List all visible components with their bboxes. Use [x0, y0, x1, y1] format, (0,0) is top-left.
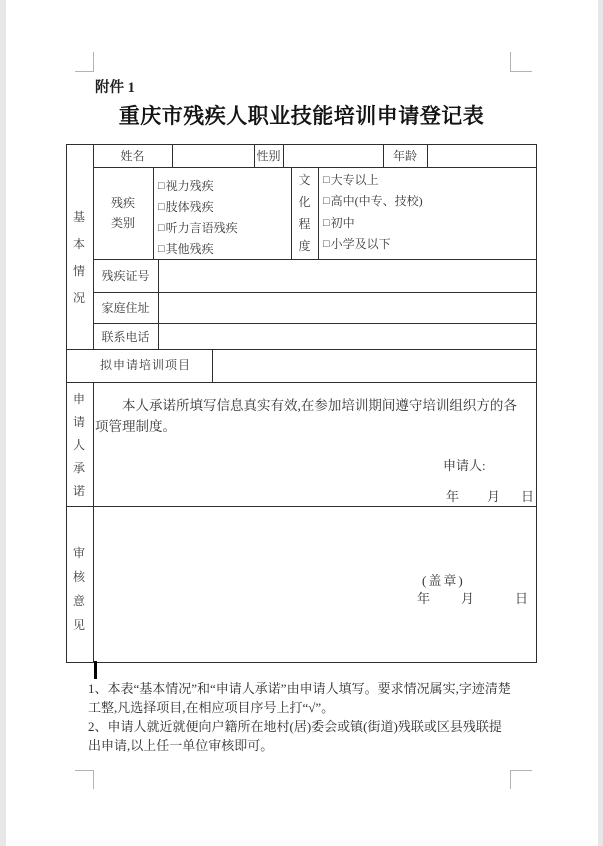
margin-mark-bottom-left — [75, 770, 94, 789]
option-label: 听力言语残疾 — [165, 221, 238, 235]
disability-category-label-text: 残疾类别 — [110, 196, 135, 230]
applicant-signature-label: 申请人: — [443, 458, 486, 473]
section-label-review-opinion: 审核意见 — [72, 546, 85, 632]
checkbox-option-middle-school[interactable] — [323, 213, 423, 234]
education-options — [323, 170, 423, 255]
education-level-label — [291, 167, 318, 259]
commitment-area[interactable] — [94, 383, 537, 505]
checkbox-option-high-school[interactable] — [323, 191, 423, 212]
option-label: 大专以上 — [330, 173, 379, 187]
commitment-statement: 本人承诺所填写信息真实有效,在参加培训期间遵守培训组织方的各项管理制度。 — [95, 398, 517, 434]
checkbox-option-college-above[interactable] — [323, 170, 423, 191]
training-program-field[interactable] — [212, 349, 537, 382]
age-label: 年龄 — [392, 149, 417, 163]
name-label: 姓名 — [120, 149, 145, 163]
grid-line — [318, 167, 319, 259]
checkbox-icon: □ — [323, 174, 330, 186]
checkbox-option-visual-disability[interactable] — [158, 176, 238, 197]
checkbox-icon: □ — [158, 201, 165, 213]
option-label: 视力残疾 — [165, 179, 214, 193]
review-year-label: 年 — [417, 591, 431, 606]
disability-options — [158, 176, 238, 260]
education-level-label-text: 文化程度 — [298, 173, 311, 253]
note-2: 2、申请人就近就便向户籍所在地村(居)委会或镇(街道)残联或区县残联提出申请,以上任一单位审核即可。 — [88, 719, 502, 753]
grid-line — [153, 167, 154, 259]
disability-category-label — [93, 167, 153, 259]
commitment-day-label: 日 — [521, 489, 535, 504]
section-label-applicant-commitment: 申请人承诺 — [72, 392, 85, 498]
home-address-field[interactable] — [158, 292, 537, 323]
gender-label: 性别 — [256, 149, 281, 163]
text-cursor — [94, 661, 97, 679]
footer-notes — [88, 679, 514, 755]
checkbox-option-hearing-speech-disability[interactable] — [158, 218, 238, 239]
option-label: 小学及以下 — [330, 236, 391, 251]
disability-cert-number-label: 残疾证号 — [101, 269, 150, 283]
age-field[interactable] — [427, 144, 537, 167]
contact-phone-field[interactable] — [158, 323, 537, 349]
commitment-month-label: 月 — [487, 489, 501, 504]
page-edge-left — [0, 0, 6, 846]
name-field[interactable] — [172, 144, 254, 167]
checkbox-icon: □ — [158, 222, 165, 234]
attachment-label: 附件 1 — [95, 80, 135, 96]
training-program-label: 拟申请培训项目 — [100, 358, 192, 372]
checkbox-icon: □ — [323, 237, 330, 250]
margin-mark-top-right — [510, 52, 532, 72]
note-1: 1、本表“基本情况”和“申请人承诺”由申请人填写。要求情况属实,字迹清楚工整,凡选择项目,在相应项目序号上打“√”。 — [88, 681, 511, 715]
checkbox-icon: □ — [158, 180, 165, 192]
review-opinion-area[interactable] — [94, 507, 537, 662]
checkbox-option-primary-below[interactable] — [323, 234, 423, 255]
disability-cert-number-field[interactable] — [158, 259, 537, 292]
checkbox-icon: □ — [158, 243, 165, 255]
checkbox-icon: □ — [323, 216, 330, 229]
section-label-basic-info: 基本情况 — [72, 210, 85, 305]
checkbox-option-other-disability[interactable] — [158, 239, 238, 260]
review-month-label: 月 — [461, 591, 475, 606]
margin-mark-bottom-right — [510, 770, 532, 789]
review-day-label: 日 — [515, 591, 529, 606]
gender-field[interactable] — [283, 144, 383, 167]
checkbox-icon: □ — [323, 195, 330, 208]
margin-mark-top-left — [75, 52, 94, 72]
page-edge-right — [598, 0, 603, 846]
seal-label: (盖章) — [422, 573, 465, 588]
contact-phone-label: 联系电话 — [101, 329, 150, 344]
checkbox-option-physical-disability[interactable] — [158, 197, 238, 218]
option-label: 肢体残疾 — [165, 200, 214, 214]
home-address-label: 家庭住址 — [101, 301, 150, 315]
option-label: 其他残疾 — [165, 242, 214, 256]
commitment-year-label: 年 — [446, 489, 460, 504]
option-label: 初中 — [330, 215, 355, 230]
page-title: 重庆市残疾人职业技能培训申请登记表 — [118, 104, 485, 128]
option-label: 高中(中专、技校) — [330, 194, 423, 209]
